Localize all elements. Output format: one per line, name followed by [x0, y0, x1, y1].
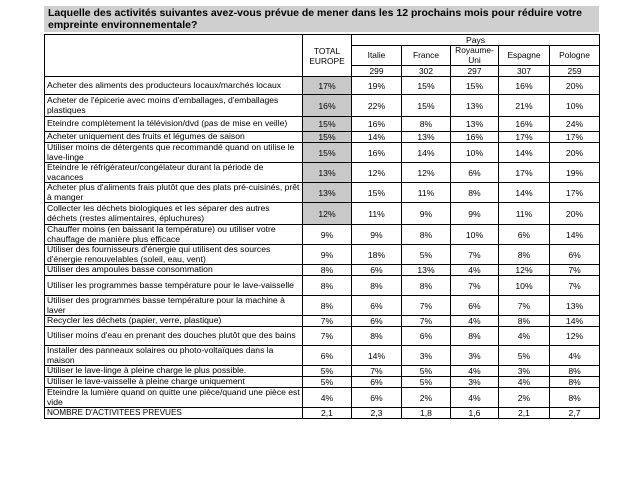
- country-value-cell: 12%: [499, 265, 550, 276]
- total-europe-cell: 5%: [303, 377, 352, 388]
- country-value-cell: 15%: [402, 95, 451, 117]
- total-europe-cell: 12%: [303, 203, 352, 225]
- country-value-cell: 8%: [451, 183, 499, 203]
- country-value-cell: 19%: [352, 77, 402, 95]
- country-value-cell: 14%: [550, 225, 600, 245]
- country-value-cell: 20%: [550, 203, 600, 225]
- total-europe-cell: 7%: [303, 327, 352, 346]
- country-value-cell: 8%: [402, 117, 451, 132]
- country-value-cell: 20%: [550, 143, 600, 163]
- country-value-cell: 5%: [402, 366, 451, 377]
- activity-label: Acheter de l'épicerie avec moins d'emballages, d'emballages plastiques: [45, 95, 303, 117]
- base-size-cell: 307: [499, 66, 550, 77]
- footer-value-cell: 2,7: [550, 408, 600, 419]
- country-value-cell: 11%: [352, 203, 402, 225]
- country-value-cell: 14%: [352, 346, 402, 366]
- country-value-cell: 10%: [451, 143, 499, 163]
- activity-label: Installer des panneaux solaires ou photo-voltaïques dans la maison: [45, 346, 303, 366]
- country-value-cell: 7%: [451, 245, 499, 265]
- table-row: [45, 245, 600, 265]
- table-row: [45, 276, 600, 296]
- activity-label: Eteindre la lumière quand on quitte une pièce/quand une pièce est vide: [45, 388, 303, 408]
- country-header: Italie: [352, 46, 402, 66]
- table-row: [45, 225, 600, 245]
- country-value-cell: 16%: [352, 117, 402, 132]
- header-blank-cell: [45, 35, 303, 77]
- country-value-cell: 3%: [402, 346, 451, 366]
- country-value-cell: 6%: [499, 225, 550, 245]
- total-europe-cell: 8%: [303, 296, 352, 316]
- table-row: [45, 327, 600, 346]
- country-value-cell: 13%: [402, 265, 451, 276]
- country-value-cell: 9%: [352, 225, 402, 245]
- country-value-cell: 14%: [352, 132, 402, 143]
- base-size-cell: 302: [402, 66, 451, 77]
- base-size-cell: 297: [451, 66, 499, 77]
- activity-label: Acheter uniquement des fruits et légumes de saison: [45, 132, 303, 143]
- country-value-cell: 24%: [550, 117, 600, 132]
- activity-label: Acheter des aliments des producteurs locaux/marchés locaux: [45, 77, 303, 95]
- activity-label: Utiliser les programmes basse température pour le lave-vaisselle: [45, 276, 303, 296]
- country-value-cell: 16%: [499, 117, 550, 132]
- country-value-cell: 5%: [499, 346, 550, 366]
- footer-value-cell: 2,1: [499, 408, 550, 419]
- country-value-cell: 6%: [352, 296, 402, 316]
- country-value-cell: 8%: [550, 366, 600, 377]
- country-value-cell: 8%: [451, 327, 499, 346]
- country-value-cell: 7%: [352, 366, 402, 377]
- footer-value-cell: 2,3: [352, 408, 402, 419]
- table-row: [45, 203, 600, 225]
- country-value-cell: 6%: [550, 245, 600, 265]
- country-value-cell: 7%: [550, 276, 600, 296]
- base-size-cell: 299: [352, 66, 402, 77]
- country-value-cell: 5%: [402, 377, 451, 388]
- country-value-cell: 4%: [499, 377, 550, 388]
- activity-label: Recycler les déchets (papier, verre, plastique): [45, 316, 303, 327]
- table-row: [45, 183, 600, 203]
- country-value-cell: 14%: [402, 143, 451, 163]
- country-value-cell: 8%: [352, 327, 402, 346]
- country-value-cell: 4%: [451, 316, 499, 327]
- country-header: Pologne: [550, 46, 600, 66]
- country-value-cell: 9%: [402, 203, 451, 225]
- activity-label: Utiliser des ampoules basse consommation: [45, 265, 303, 276]
- activity-label: Acheter plus d'aliments frais plutôt que des plats pré-cuisinés, prêt à manger: [45, 183, 303, 203]
- table-row: [45, 377, 600, 388]
- total-europe-cell: 9%: [303, 245, 352, 265]
- country-value-cell: 4%: [451, 265, 499, 276]
- country-header: Espagne: [499, 46, 550, 66]
- country-value-cell: 6%: [352, 377, 402, 388]
- table-row: [45, 346, 600, 366]
- activity-label: Collecter les déchets biologiques et les séparer des autres déchets (restes alimentaires, épluchures): [45, 203, 303, 225]
- question-title: Laquelle des activités suivantes avez-vous prévue de mener dans les 12 prochains mois pour réduire votre empreinte environnementale?: [44, 6, 599, 32]
- table-row: [45, 132, 600, 143]
- country-value-cell: 15%: [451, 77, 499, 95]
- country-value-cell: 7%: [402, 296, 451, 316]
- country-value-cell: 4%: [499, 327, 550, 346]
- country-value-cell: 3%: [499, 366, 550, 377]
- country-value-cell: 13%: [451, 117, 499, 132]
- total-europe-cell: 7%: [303, 316, 352, 327]
- country-value-cell: 12%: [352, 163, 402, 183]
- country-value-cell: 6%: [402, 327, 451, 346]
- table-row: [45, 296, 600, 316]
- country-value-cell: 17%: [499, 132, 550, 143]
- country-value-cell: 7%: [451, 276, 499, 296]
- country-value-cell: 6%: [352, 265, 402, 276]
- activity-label: Utiliser des fournisseurs d'énergie qui utilisent des sources d'énergie renouvelables (soleil, eau, vent): [45, 245, 303, 265]
- total-europe-cell: 9%: [303, 225, 352, 245]
- footer-row: [45, 408, 600, 419]
- country-value-cell: 11%: [499, 203, 550, 225]
- country-value-cell: 17%: [550, 183, 600, 203]
- total-europe-cell: 8%: [303, 265, 352, 276]
- country-value-cell: 10%: [451, 225, 499, 245]
- activity-label: Chauffer moins (en baissant la température) ou utiliser votre chauffage de manière plus efficace: [45, 225, 303, 245]
- country-value-cell: 7%: [402, 316, 451, 327]
- country-value-cell: 12%: [402, 163, 451, 183]
- footer-value-cell: 1,8: [402, 408, 451, 419]
- country-value-cell: 6%: [451, 296, 499, 316]
- country-value-cell: 10%: [499, 276, 550, 296]
- table-row: [45, 316, 600, 327]
- activity-label: Utiliser le lave-vaisselle à pleine charge uniquement: [45, 377, 303, 388]
- country-value-cell: 2%: [499, 388, 550, 408]
- total-europe-cell: 15%: [303, 132, 352, 143]
- activity-label: Eteindre complètement la télévision/dvd (pas de mise en veille): [45, 117, 303, 132]
- base-size-cell: 259: [550, 66, 600, 77]
- footer-label: NOMBRE D'ACTIVITEES PREVUES: [45, 408, 303, 419]
- country-value-cell: 13%: [451, 95, 499, 117]
- total-europe-cell: 4%: [303, 388, 352, 408]
- country-value-cell: 8%: [402, 225, 451, 245]
- table-row: [45, 77, 600, 95]
- table-row: [45, 163, 600, 183]
- total-europe-cell: 15%: [303, 143, 352, 163]
- country-value-cell: 16%: [499, 77, 550, 95]
- total-europe-cell: 8%: [303, 276, 352, 296]
- country-value-cell: 19%: [550, 163, 600, 183]
- country-value-cell: 8%: [402, 276, 451, 296]
- footer-value-cell: 1,6: [451, 408, 499, 419]
- country-value-cell: 17%: [499, 163, 550, 183]
- country-value-cell: 14%: [499, 143, 550, 163]
- country-value-cell: 17%: [550, 132, 600, 143]
- country-value-cell: 15%: [352, 183, 402, 203]
- country-value-cell: 7%: [550, 265, 600, 276]
- country-value-cell: 14%: [499, 183, 550, 203]
- country-header: France: [402, 46, 451, 66]
- country-value-cell: 20%: [550, 77, 600, 95]
- country-value-cell: 6%: [451, 163, 499, 183]
- activity-label: Utiliser moins d'eau en prenant des douches plutôt que des bains: [45, 327, 303, 346]
- survey-table: [44, 34, 600, 419]
- total-europe-header: TOTAL EUROPE: [303, 35, 352, 77]
- country-value-cell: 8%: [499, 245, 550, 265]
- country-value-cell: 16%: [451, 132, 499, 143]
- total-europe-cell: 16%: [303, 95, 352, 117]
- country-value-cell: 12%: [550, 327, 600, 346]
- activity-label: Utiliser des programmes basse température pour la machine à laver: [45, 296, 303, 316]
- country-value-cell: 4%: [451, 366, 499, 377]
- country-value-cell: 7%: [499, 296, 550, 316]
- country-value-cell: 21%: [499, 95, 550, 117]
- total-europe-cell: 6%: [303, 346, 352, 366]
- country-value-cell: 4%: [550, 346, 600, 366]
- country-value-cell: 9%: [451, 203, 499, 225]
- country-value-cell: 8%: [352, 276, 402, 296]
- activity-label: Utiliser moins de détergents que recommandé quand on utilise le lave-linge: [45, 143, 303, 163]
- total-europe-cell: 13%: [303, 183, 352, 203]
- table-row: [45, 143, 600, 163]
- country-value-cell: 16%: [352, 143, 402, 163]
- country-header: Royaume-Uni: [451, 46, 499, 66]
- table-row: [45, 117, 600, 132]
- activity-label: Utiliser le lave-linge à pleine charge le plus possible.: [45, 366, 303, 377]
- table-row: [45, 95, 600, 117]
- country-value-cell: 10%: [550, 95, 600, 117]
- activity-label: Eteindre le réfrigérateur/congélateur durant la période de vacances: [45, 163, 303, 183]
- table-row: [45, 388, 600, 408]
- country-value-cell: 5%: [402, 245, 451, 265]
- table-row: [45, 366, 600, 377]
- country-value-cell: 3%: [451, 377, 499, 388]
- footer-total-cell: 2,1: [303, 408, 352, 419]
- total-europe-cell: 13%: [303, 163, 352, 183]
- country-value-cell: 13%: [402, 132, 451, 143]
- country-value-cell: 13%: [550, 296, 600, 316]
- country-value-cell: 6%: [352, 388, 402, 408]
- country-value-cell: 15%: [402, 77, 451, 95]
- country-value-cell: 8%: [550, 388, 600, 408]
- total-europe-cell: 17%: [303, 77, 352, 95]
- total-europe-cell: 15%: [303, 117, 352, 132]
- table-row: [45, 265, 600, 276]
- country-value-cell: 3%: [451, 346, 499, 366]
- country-value-cell: 11%: [402, 183, 451, 203]
- country-group-header: Pays: [352, 35, 600, 46]
- country-value-cell: 2%: [402, 388, 451, 408]
- country-value-cell: 14%: [550, 316, 600, 327]
- country-value-cell: 8%: [499, 316, 550, 327]
- country-value-cell: 18%: [352, 245, 402, 265]
- country-value-cell: 8%: [550, 377, 600, 388]
- country-value-cell: 22%: [352, 95, 402, 117]
- country-value-cell: 4%: [451, 388, 499, 408]
- total-europe-cell: 5%: [303, 366, 352, 377]
- country-value-cell: 6%: [352, 316, 402, 327]
